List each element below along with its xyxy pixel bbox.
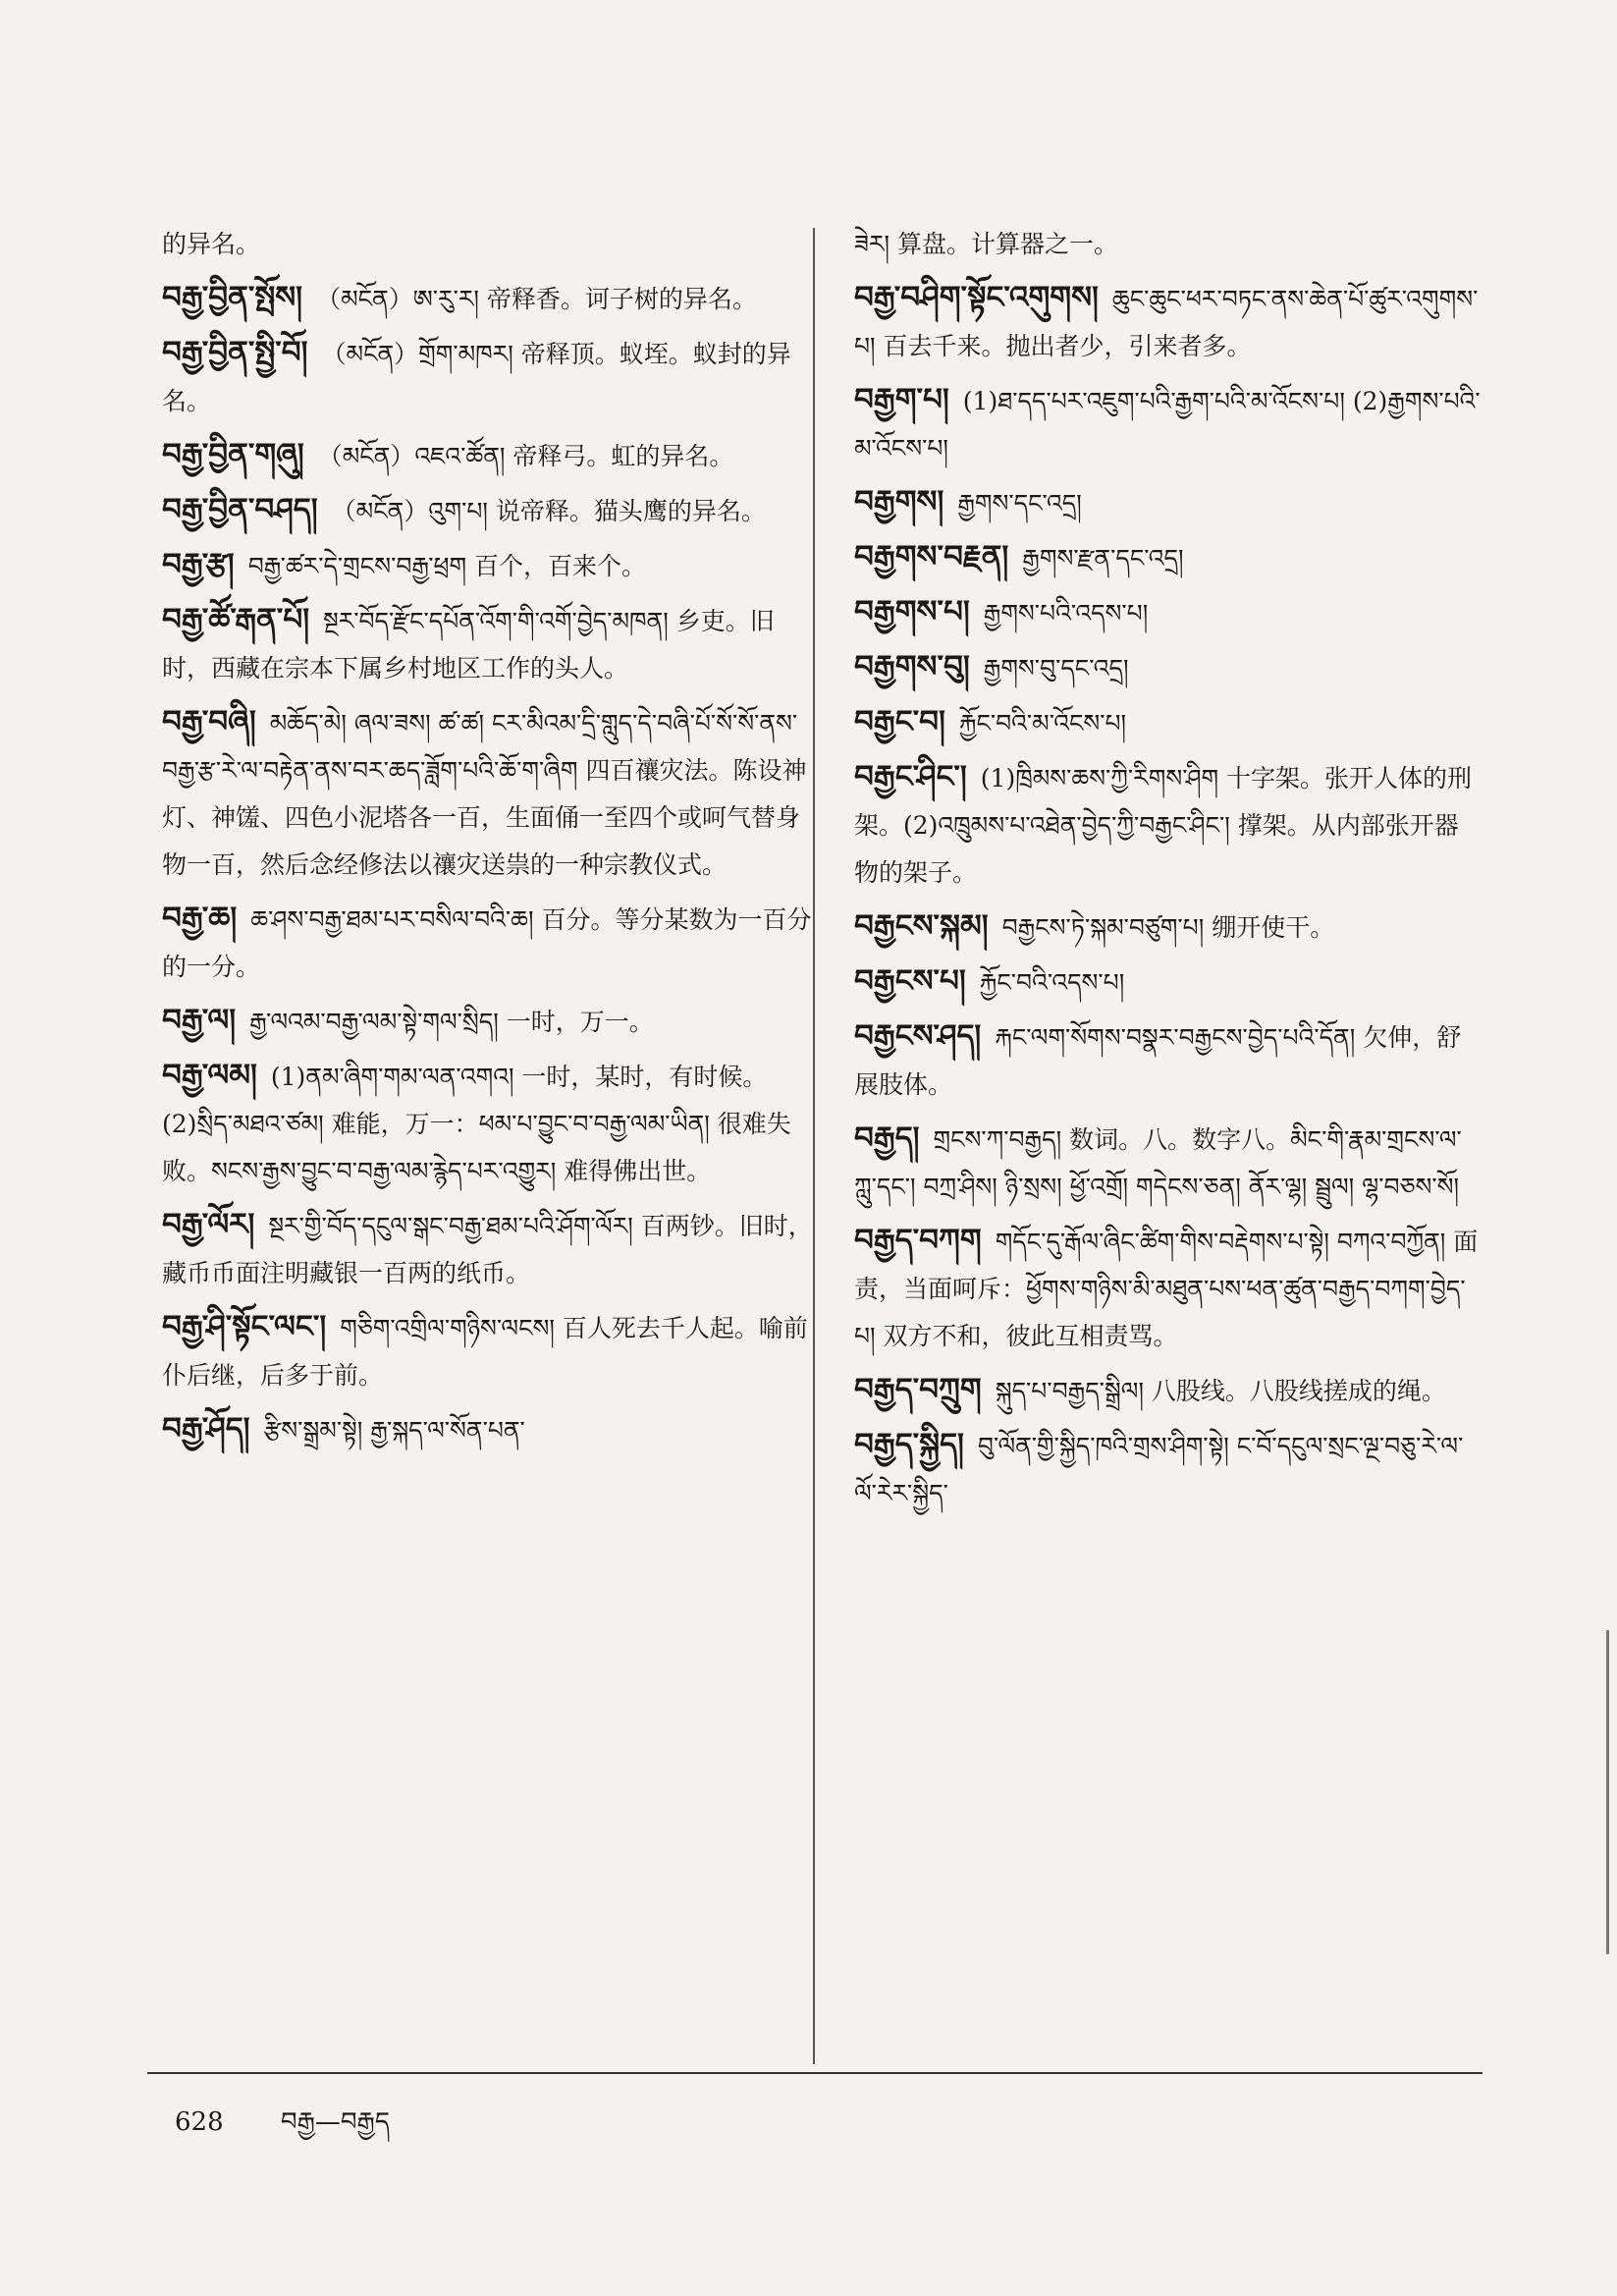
left-column bbox=[162, 221, 815, 1460]
definition: རྐྱོང་བའི་མ་འོངས་པ། bbox=[958, 709, 1127, 738]
headword: བརྒྱ་ཤི་སྟོང་ལང་། bbox=[162, 1309, 327, 1344]
headword: བརྒྱ་ཤོད། bbox=[162, 1411, 250, 1447]
definition: རྒྱགས་བུ་དང་འདྲ། bbox=[983, 654, 1129, 683]
definition: རྒྱགས་པའི་འདས་པ། bbox=[983, 599, 1149, 628]
dictionary-entry bbox=[854, 376, 1482, 472]
dictionary-entry bbox=[162, 431, 815, 480]
dictionary-entry bbox=[854, 1115, 1482, 1211]
definition: བརྒྱངས་ཏེ་སྐམ་བཙུག་པ། 绷开使干。 bbox=[1001, 913, 1335, 942]
headword: བརྒྱ་བྱིན་གཞུ། bbox=[162, 437, 304, 472]
definition: ཟེར། 算盘。计算器之一。 bbox=[854, 230, 1119, 258]
headword: བརྒྱ་བཤིག་སྟོང་འགུགས། bbox=[854, 280, 1099, 315]
page-footer bbox=[175, 2094, 390, 2165]
definition: སྔར་གྱི་བོད་དངུལ་སྒང་བརྒྱ་ཐམ་པའི་ཤོག་ལོར། 百两钞。旧时，藏币币面注明藏银一百两的纸币。 bbox=[162, 1212, 813, 1287]
definition: （མངོན）ཨ་རུ་ར། 帝释香。诃子树的异名。 bbox=[316, 285, 757, 313]
edge-mark bbox=[1606, 1630, 1609, 1954]
dictionary-entry bbox=[854, 1217, 1482, 1360]
dictionary-entry bbox=[854, 1421, 1482, 1517]
dictionary-entry bbox=[854, 902, 1482, 952]
definition: （མངོན）འུག་པ། 说帝释。猫头鹰的异名。 bbox=[331, 497, 766, 525]
definition: རྐྱོང་བའི་འདས་པ། bbox=[979, 968, 1125, 997]
definition: གཅིག་འགྲིལ་གཉིས་ལངས། 百人死去千人起。喻前仆后继，后多于前。 bbox=[162, 1314, 808, 1390]
definition: མཆོད་མེ། ཞལ་ཟས། ཚ་ཚ། ངར་མིའམ་དྲི་གླུད་དེ་བཞི་པོ་སོ་སོ་ནས་བརྒྱ་རྩ་རེ་ལ་བརྟེན་ནས་བར་ཆད་ཟློག་པའི་ཆོ་ག་ཞིག 四百禳灾法。陈设神灯、神馐、四色小泥塔各一百，生面俑一至四个或呵气替身物一百，然后念经修法以禳灾送祟的一种宗教仪式。 bbox=[162, 709, 807, 879]
headword: བརྒྱགས་པ། bbox=[854, 594, 970, 629]
dictionary-entry bbox=[854, 478, 1482, 527]
headword: བརྒྱད་བཀག bbox=[854, 1223, 982, 1258]
dictionary-entry bbox=[854, 753, 1482, 897]
definition: རྒྱགས་དང་འདྲ། bbox=[957, 489, 1082, 518]
dictionary-entry bbox=[854, 588, 1482, 637]
definition: རྒྱ་ལའམ་བརྒྱ་ལམ་སྟེ་གལ་སྲིད། 一时，万一。 bbox=[249, 1008, 654, 1036]
headword: བརྒྱངས་ཤད། bbox=[854, 1018, 982, 1054]
headword: བརྒྱ་བཞི། bbox=[162, 704, 256, 739]
definition: ཆུང་ཆུང་ཕར་བཏང་ནས་ཆེན་པོ་ཚུར་འགུགས་པ། 百去千来。抛出者少，引来者多。 bbox=[854, 285, 1479, 360]
headword: བརྒྱངས་པ། bbox=[854, 963, 966, 999]
headword: བརྒྱ་ལམ། bbox=[162, 1058, 257, 1093]
headword: བརྒྱ་བྱིན་སྤོས། bbox=[162, 280, 303, 315]
footer-rule bbox=[147, 2072, 1482, 2074]
definition: ཆ་ཤས་བརྒྱ་ཐམ་པར་བསིལ་བའི་ཆ། 百分。等分某数为一百分的一分。 bbox=[162, 905, 812, 981]
definition: （མངོན）གྲོག་མཁར། 帝释顶。蚁垤。蚁封的异名。 bbox=[162, 340, 791, 415]
dictionary-entry bbox=[854, 643, 1482, 692]
dictionary-entry bbox=[162, 895, 815, 991]
headword: བརྒྱ་ལ། bbox=[162, 1003, 237, 1038]
definition: སྔར་བོད་རྫོང་དཔོན་འོག་གི་འགོ་བྱེད་མཁན། 乡吏。旧时，西藏在宗本下属乡村地区工作的头人。 bbox=[162, 607, 775, 683]
dictionary-entry bbox=[162, 1405, 815, 1454]
headword: བརྒྱང་ཤིང་། bbox=[854, 759, 967, 794]
headword: བརྒྱ་བྱིན་སྤྱི་བོ། bbox=[162, 335, 308, 370]
dictionary-entry bbox=[162, 329, 815, 425]
headword: བརྒྱད་སྐྱིད། bbox=[854, 1427, 964, 1462]
definition: རྐང་ལག་སོགས་བསྣར་བརྒྱངས་བྱེད་པའི་དོན། 欠伸，舒展肢体。 bbox=[854, 1023, 1462, 1099]
definition: གྲངས་ཀ་བརྒྱད། 数词。八。数字八。མིང་གི་རྣམ་གྲངས་ལ་ཀླུ་དང་། བཀྲ་ཤིས། ཉི་སྲས། ཕྱོ་འགྲོ། གདེངས་ཅན། ནོར་ལྷ། སྦྲུལ། ལྷ་བཅས་སོ། bbox=[854, 1125, 1462, 1201]
headword: བརྒྱགས་བུ། bbox=[854, 649, 970, 684]
definition: གདོང་དུ་རྒོལ་ཞིང་ཚིག་གིས་བརྡེགས་པ་སྟེ། བཀའ་བཀྱོན། 面责，当面呵斥：ཕྱོགས་གཉིས་མི་མཐུན་པས་ཕན་ཚུན་བརྒྱད་བཀག་བྱེད་པ། 双方不和，彼此互相责骂。 bbox=[854, 1228, 1479, 1350]
dictionary-entry bbox=[854, 1366, 1482, 1415]
dictionary-entry bbox=[854, 274, 1482, 370]
headword: བརྒྱ་ཚོ་རྒན་པོ། bbox=[162, 602, 310, 637]
page-number: 628 bbox=[175, 2107, 224, 2137]
headword: བརྒྱ་བྱིན་བཤད། bbox=[162, 492, 318, 527]
definition: 的异名。 bbox=[162, 230, 261, 258]
headword: བརྒྱགས་བརྗན། bbox=[854, 539, 1009, 574]
dictionary-entry bbox=[162, 486, 815, 535]
definition: རྒྱགས་རྫན་དང་འདྲ། bbox=[1022, 544, 1184, 573]
dictionary-entry bbox=[162, 1052, 815, 1195]
headword: བརྒྱག་པ། bbox=[854, 382, 949, 417]
dictionary-entry bbox=[854, 957, 1482, 1007]
dictionary-entry bbox=[162, 1303, 815, 1399]
definition: རྩིས་སྒྲམ་སྟེ། རྒྱ་སྐད་ལ་སོན་པན་ bbox=[263, 1416, 525, 1445]
definition: བརྒྱ་ཚར་དེ་གྲངས་བརྒྱ་ཕྲག 百个，百来个。 bbox=[247, 552, 647, 580]
dictionary-entry bbox=[162, 997, 815, 1046]
headword: བརྒྱད་བཀྲུག bbox=[854, 1372, 982, 1407]
headword: བརྒྱང་བ། bbox=[854, 704, 945, 739]
definition: བུ་ལོན་གྱི་སྐྱིད་ཁའི་གྲས་ཤིག་སྟེ། ང་བོ་དངུལ་སྲང་ལྔ་བཅུ་རེ་ལ་ལོ་རེར་སྐྱིད་ bbox=[854, 1432, 1464, 1507]
headword: བརྒྱ་ཆ། bbox=[162, 901, 238, 936]
dictionary-entry bbox=[162, 274, 815, 323]
headword: བརྒྱ་ལོར། bbox=[162, 1207, 255, 1242]
dictionary-entry bbox=[854, 221, 1482, 268]
guide-words: བརྒྱ—བརྒྱད bbox=[280, 2107, 390, 2137]
definition: （མངོན）འཇའ་ཚོན། 帝释弓。虹的异名。 bbox=[317, 442, 734, 470]
dictionary-entry bbox=[162, 221, 815, 268]
dictionary-entry bbox=[854, 698, 1482, 747]
dictionary-entry bbox=[854, 1012, 1482, 1109]
headword: བརྒྱ་རྩ། bbox=[162, 547, 235, 582]
dictionary-entry bbox=[162, 1201, 815, 1297]
definition: (1)ཁྲིམས་ཆས་ཀྱི་རིགས་ཤིག 十字架。张开人体的刑架。(2)འཁྲུམས་པ་འཐེན་བྱེད་ཀྱི་བརྒྱང་ཤིང་། 撑架。从内部张开器物的架子。 bbox=[854, 764, 1473, 887]
headword: བརྒྱངས་སྐམ། bbox=[854, 908, 989, 944]
headword: བརྒྱགས། bbox=[854, 484, 944, 519]
dictionary-entry bbox=[162, 698, 815, 889]
definition: (1)ཐ་དད་པར་འཇུག་པའི་རྒྱག་པའི་མ་འོངས་པ། (2)རྒྱགས་པའི་མ་འོངས་པ། bbox=[854, 387, 1481, 463]
right-column bbox=[854, 221, 1482, 1523]
dictionary-entry bbox=[162, 541, 815, 590]
headword: བརྒྱད། bbox=[854, 1121, 920, 1156]
definition: (1)ནམ་ཞིག་གམ་ལན་འགའ། 一时，某时，有时候。(2)སྲིད་མཐའ་ཙམ། 难能，万一：ཕམ་པ་བྱུང་བ་བརྒྱ་ལམ་ཡིན། 很难失败。སངས་རྒྱས་བྱུང་བ་བརྒྱ་ལམ་རྙེད་པར་འགྱུར། 难得佛出世。 bbox=[162, 1063, 791, 1185]
definition: སྐུད་པ་བརྒྱད་སྒྲིལ། 八股线。八股线搓成的绳。 bbox=[995, 1377, 1446, 1405]
dictionary-entry bbox=[854, 533, 1482, 582]
dictionary-entry bbox=[162, 596, 815, 692]
